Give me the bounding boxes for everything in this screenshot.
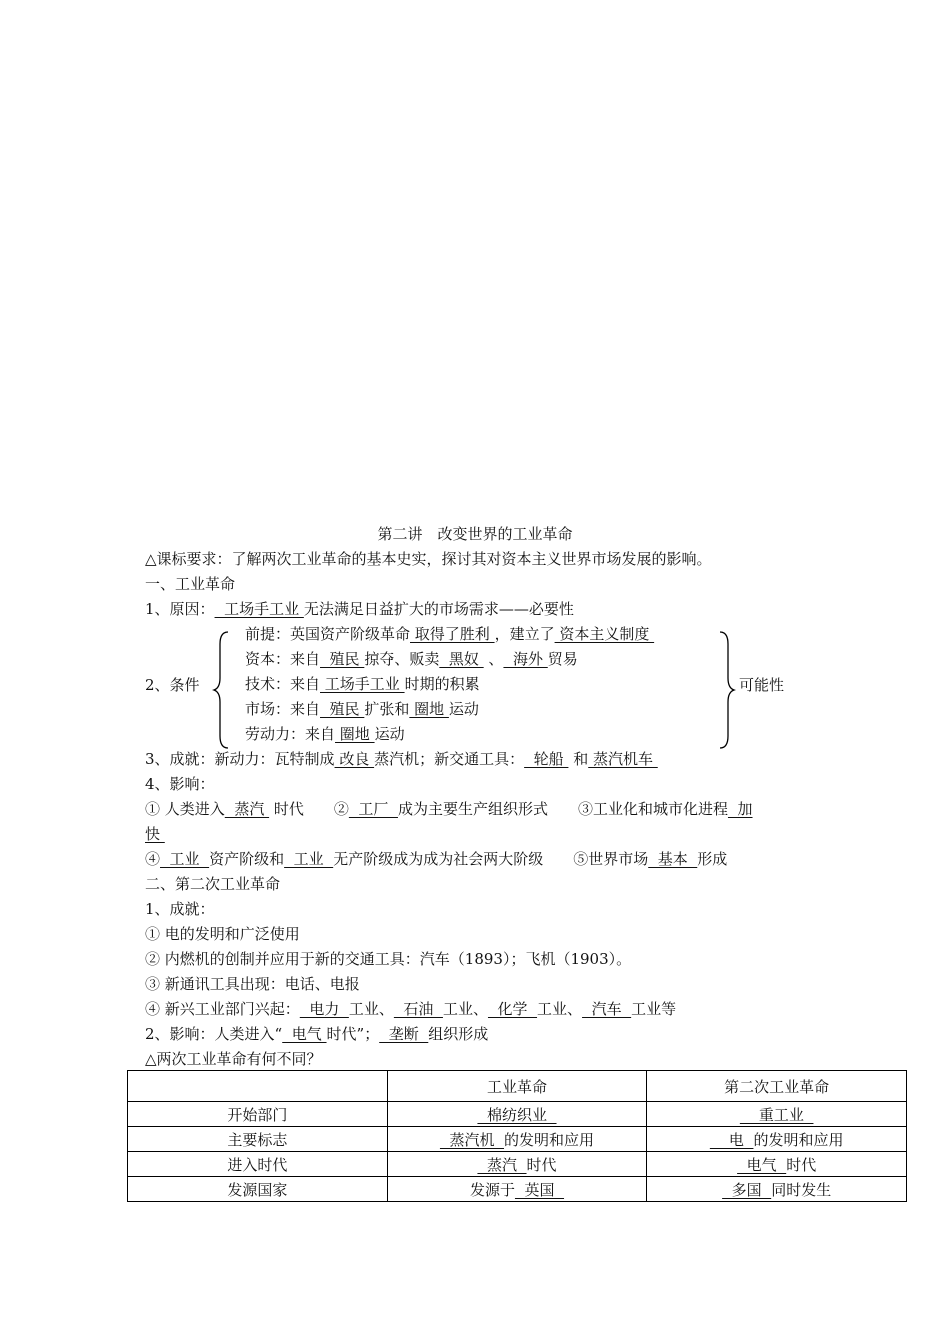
table-row (128, 1177, 907, 1202)
table-cell: 重工业 (647, 1102, 907, 1127)
possibility-label: 可能性 (739, 676, 785, 694)
table-header-cell (128, 1071, 388, 1102)
sec2-achieve-3: ③ 新通讯工具出现：电话、电报 (145, 975, 360, 993)
condition-market: 市场：来自 殖民 扩张和 圈地 运动 (245, 700, 479, 718)
row-label: 发源国家 (128, 1177, 388, 1202)
table-cell: 蒸汽机 的发明和应用 (387, 1127, 647, 1152)
table-header-cell: 工业革命 (387, 1071, 647, 1102)
achievements-line: 3、成就：新动力：瓦特制成 改良 蒸汽机；新交通工具： 轮船 和 蒸汽机车 (145, 750, 658, 768)
table-cell: 电 的发明和应用 (647, 1127, 907, 1152)
table-row (128, 1152, 907, 1177)
condition-labor: 劳动力：来自 圈地 运动 (245, 725, 405, 743)
section-1-heading: 一、工业革命 (145, 575, 236, 593)
impact-heading: 4、影响： (145, 775, 215, 793)
impact-line-1-cont: 快 (145, 825, 165, 843)
impact-line-1: ① 人类进入 蒸汽 时代 ② 工厂 成为主要生产组织形式 ③工业化和城市化进程 加 (145, 800, 753, 818)
sec2-achieve-heading: 1、成就： (145, 900, 215, 918)
table-cell: 发源于 英国 (387, 1177, 647, 1202)
row-label: 开始部门 (128, 1102, 388, 1127)
table-cell: 电气 时代 (647, 1152, 907, 1177)
conditions-label: 2、条件 (145, 676, 200, 694)
table-row (128, 1102, 907, 1127)
sec2-achieve-4: ④ 新兴工业部门兴起： 电力 工业、 石油 工业、 化学 工业、 汽车 工业等 (145, 1000, 677, 1018)
blank-answer: 工场手工业 (214, 600, 304, 618)
page-title: 第二讲 改变世界的工业革命 (377, 525, 573, 543)
sec2-achieve-1: ① 电的发明和广泛使用 (145, 925, 300, 943)
table-header-row (128, 1071, 907, 1102)
row-label: 主要标志 (128, 1127, 388, 1152)
cause-line: 1、原因： 工场手工业 无法满足日益扩大的市场需求——必要性 (145, 600, 574, 618)
table-row (128, 1127, 907, 1152)
table-cell: 蒸汽 时代 (387, 1152, 647, 1177)
comparison-table (127, 1070, 907, 1202)
right-brace (716, 630, 736, 750)
sec2-achieve-2: ② 内燃机的创制并应用于新的交通工具：汽车（1893）；飞机（1903）。 (145, 950, 632, 968)
condition-capital: 资本：来自 殖民 掠夺、贩卖 黑奴 、 海外 贸易 (245, 650, 578, 668)
impact-line-2: ④ 工业 资产阶级和 工业 无产阶级成为成为社会两大阶级 ⑤世界市场 基本 形成 (145, 850, 728, 868)
row-label: 进入时代 (128, 1152, 388, 1177)
table-header-cell: 第二次工业革命 (647, 1071, 907, 1102)
sec2-impact: 2、影响：人类进入“ 电气 时代”； 垄断 组织形成 (145, 1025, 489, 1043)
comparison-question: △两次工业革命有何不同？ (145, 1050, 322, 1068)
curriculum-standard: △课标要求：了解两次工业革命的基本史实，探讨其对资本主义世界市场发展的影响。 (145, 550, 712, 568)
condition-premise: 前提：英国资产阶级革命 取得了胜利 ，建立了 资本主义制度 (245, 625, 655, 643)
left-brace (212, 630, 232, 750)
table-cell: 多国 同时发生 (647, 1177, 907, 1202)
table-cell: 棉纺织业 (387, 1102, 647, 1127)
section-2-heading: 二、第二次工业革命 (145, 875, 281, 893)
condition-tech: 技术：来自 工场手工业 时期的积累 (245, 675, 480, 693)
